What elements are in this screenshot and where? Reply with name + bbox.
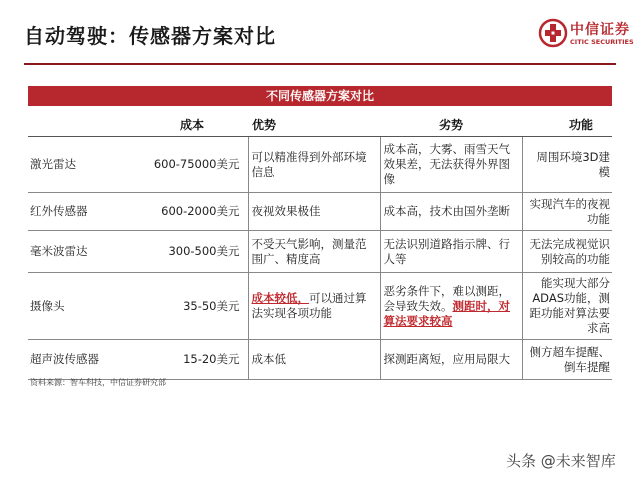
header-cost: 成本 [114, 112, 248, 137]
sensor-function: 无法完成视觉识别较高的功能 [522, 231, 612, 273]
sensor-advantage: 可以精准得到外部环境信息 [248, 137, 380, 193]
sensor-name: 超声波传感器 [28, 340, 114, 380]
table-row [28, 137, 612, 193]
sensor-cost: 35-50美元 [114, 273, 248, 340]
watermark: 头条 @未来智库 [506, 452, 616, 470]
advantage-text: 可以通过算法实现各项功能 [251, 291, 367, 320]
sensor-disadvantage: 探测距离短，应用局限大 [380, 340, 522, 380]
sensor-disadvantage [380, 273, 522, 340]
citic-logo-icon [538, 18, 568, 48]
logo-text-en: CITIC SECURITIES [570, 38, 634, 46]
comparison-table-block [28, 86, 612, 380]
highlight-text: 测距时，对算法要求较高 [383, 298, 510, 328]
table-header-row [28, 112, 612, 137]
sensor-function: 侧方超车提醒、倒车提醒 [522, 340, 612, 380]
sensor-name: 激光雷达 [28, 137, 114, 193]
sensor-advantage: 成本低 [248, 340, 380, 380]
table-row [28, 273, 612, 340]
sensor-advantage: 不受天气影响，测量范围广、精度高 [248, 231, 380, 273]
sensor-disadvantage: 成本高，技术由国外垄断 [380, 193, 522, 231]
highlight-text: 成本较低， [251, 291, 309, 305]
header-function: 功能 [522, 112, 612, 137]
sensor-function: 实现汽车的夜视功能 [522, 193, 612, 231]
sensor-name: 摄像头 [28, 273, 114, 340]
table-banner: 不同传感器方案对比 [28, 86, 612, 106]
header-disadvantage: 劣势 [380, 112, 522, 137]
sensor-function: 能实现大部分ADAS功能，测距功能对算法要求高 [522, 273, 612, 340]
sensor-name: 毫米波雷达 [28, 231, 114, 273]
sensor-disadvantage: 成本高，大雾、雨雪天气效果差，无法获得外界图像 [380, 137, 522, 193]
header-rule [24, 63, 616, 65]
sensor-advantage: 夜视效果极佳 [248, 193, 380, 231]
logo-text-cn: 中信证券 [570, 22, 630, 38]
sensor-cost: 15-20美元 [114, 340, 248, 380]
table-row [28, 231, 612, 273]
page-title: 自动驾驶：传感器方案对比 [24, 24, 276, 48]
sensor-cost: 300-500美元 [114, 231, 248, 273]
sensor-name: 红外传感器 [28, 193, 114, 231]
disadvantage-text: 恶劣条件下，难以测距，会导致失效。 [383, 283, 510, 313]
sensor-disadvantage: 无法识别道路指示牌、行人等 [380, 231, 522, 273]
sensor-comparison-table [28, 112, 612, 380]
header-advantage: 优势 [248, 112, 380, 137]
citic-logo [538, 18, 634, 54]
table-row [28, 193, 612, 231]
table-row [28, 340, 612, 380]
sensor-function: 周围环境3D建模 [522, 137, 612, 193]
sensor-advantage [248, 273, 380, 340]
source-note: 资料来源：智车科技，中信证券研究部 [30, 378, 166, 387]
sensor-cost: 600-2000美元 [114, 193, 248, 231]
sensor-cost: 600-75000美元 [114, 137, 248, 193]
header-sensor [28, 112, 114, 137]
